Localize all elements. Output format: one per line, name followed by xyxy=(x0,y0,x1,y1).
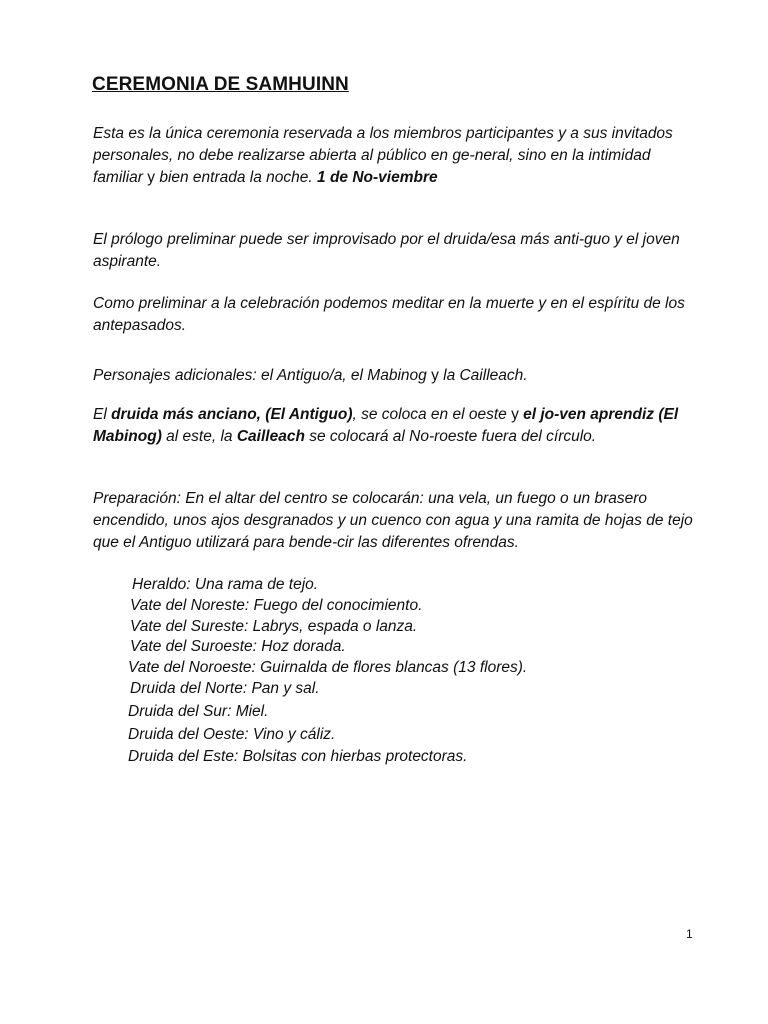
list-item: Druida del Sur: Miel. xyxy=(128,703,269,720)
positions-text-5: se colocará al No-roeste fuera del círculo. xyxy=(304,428,597,445)
intro-conjunction: y xyxy=(147,169,156,186)
list-item: Vate del Sureste: Labrys, espada o lanza. xyxy=(130,618,418,635)
list-item: Vate del Noroeste: Guirnalda de flores blancas (13 flores). xyxy=(128,659,528,676)
list-item: Druida del Este: Bolsitas con hierbas protectoras. xyxy=(128,748,468,765)
page-number: 1 xyxy=(686,927,693,941)
list-item: Vate del Noreste: Fuego del conocimiento. xyxy=(130,597,423,614)
characters-text-2: la Cailleach. xyxy=(438,367,528,384)
positions-apprentice: el jo-ven aprendiz (El Mabinog) xyxy=(93,406,679,445)
positions-text-4: al este, la xyxy=(161,428,237,445)
paragraph-prologue: El prólogo preliminar puede ser improvisado por el druida/esa más anti-guo y el joven aspirante. xyxy=(93,231,680,270)
document-title: CEREMONIA DE SAMHUINN xyxy=(92,74,349,95)
positions-text-1: El xyxy=(93,406,112,423)
intro-text-2: bien entrada la noche. xyxy=(155,169,318,186)
list-item: Druida del Norte: Pan y sal. xyxy=(130,680,320,697)
list-item: Vate del Suroeste: Hoz dorada. xyxy=(130,638,346,655)
intro-text: Esta es la única ceremonia reservada a los miembros participantes y a sus invitados personales, no debe realizarse abierta al público en ge-neral, sino en la intimidad familiar xyxy=(93,125,673,186)
characters-text: Personajes adicionales: el Antiguo/a, el Mabinog xyxy=(93,367,432,384)
positions-elder: druida más anciano, (El Antiguo) xyxy=(111,406,353,423)
paragraph-intro xyxy=(93,123,698,189)
intro-date: 1 de No-viembre xyxy=(317,169,438,186)
paragraph-characters xyxy=(93,365,698,387)
positions-text-2: , se coloca en el oeste xyxy=(352,406,512,423)
paragraph-preparation: Preparación: En el altar del centro se colocarán: una vela, un fuego o un brasero encendido, unos ajos desgranados y un cuenco con agua y una ramita de hojas de tejo que el Antiguo utilizará para bende-cir las diferentes ofrendas. xyxy=(93,490,693,551)
characters-conjunction: y xyxy=(431,367,439,384)
positions-conjunction: y xyxy=(511,406,519,423)
paragraph-preliminary: Como preliminar a la celebración podemos meditar en la muerte y en el espíritu de los antepasados. xyxy=(93,295,685,334)
list-item: Druida del Oeste: Vino y cáliz. xyxy=(128,726,336,743)
paragraph-positions xyxy=(93,404,698,448)
list-item: Heraldo: Una rama de tejo. xyxy=(132,576,319,593)
positions-cailleach: Cailleach xyxy=(236,428,305,445)
